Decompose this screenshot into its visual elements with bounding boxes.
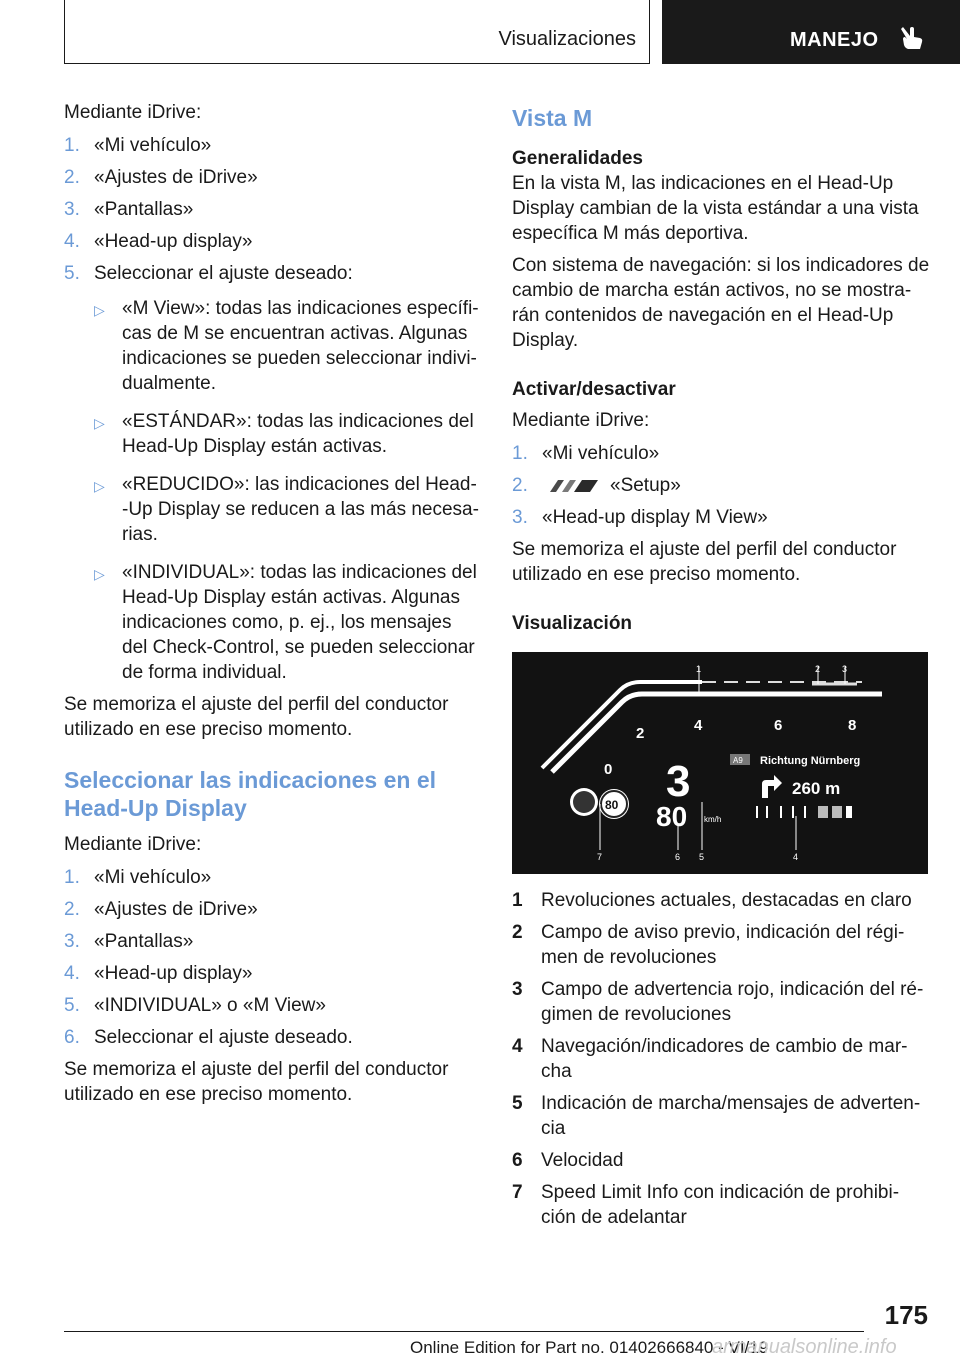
turn-right-arrow-icon [762, 775, 782, 798]
watermark: armanualsonline.info [712, 1336, 897, 1358]
right-column [512, 100, 930, 1237]
section-title: Visualizaciones [498, 28, 636, 50]
note-text: Se memoriza el ajuste del perfil del conductor utilizado en ese preciso momento. [512, 539, 897, 585]
option-item: ▷ «M View»: todas las indicaciones específi‐ cas de M se encuentran activas. Algunas indicaciones se pueden seleccionar indivi‐ dualmente. [94, 298, 479, 394]
note-text: Se memoriza el ajuste del perfil del conductor utilizado en ese preciso momento. [64, 694, 449, 740]
list-item: 5. «INDIVIDUAL» o «M View» [64, 995, 326, 1016]
lane-guidance [756, 806, 852, 818]
legend-item: 6 Velocidad [512, 1150, 624, 1171]
legend-item: 1 Revoluciones actuales, destacadas en claro [512, 890, 912, 911]
callout-label: 7 [597, 852, 603, 862]
figure-legend [512, 888, 930, 1230]
rpm-label: 2 [636, 725, 645, 742]
list-item: 3. «Pantallas» [64, 199, 194, 220]
chapter-label: MANEJO [790, 29, 879, 51]
list-item: 2. «Ajustes de iDrive» [64, 899, 258, 920]
legend-item: 2 Campo de aviso previo, indicación del régi‐ men de revoluciones [512, 922, 905, 968]
subheading: Generalidades [512, 148, 643, 169]
callout-label: 3 [842, 664, 848, 674]
callout-label: 4 [793, 852, 799, 862]
hud-m-view-figure [512, 652, 928, 874]
speed-limit-value: 80 [605, 798, 619, 812]
list-item: 1. «Mi vehículo» [64, 135, 212, 156]
list-item: 4. «Head-up display» [64, 963, 253, 984]
steps-list [64, 133, 482, 685]
hud-illustration [512, 652, 928, 874]
footer-divider [64, 1331, 864, 1332]
intro-text: Mediante iDrive: [64, 102, 202, 123]
m-logo-icon [546, 479, 600, 493]
steps-list [64, 865, 482, 1050]
rpm-label: 6 [774, 717, 783, 734]
callout-label: 6 [675, 852, 681, 862]
triangle-bullet-icon: ▷ [94, 478, 105, 494]
nav-direction: Richtung Nürnberg [760, 755, 861, 767]
rpm-label: 8 [848, 717, 857, 734]
option-item: ▷ «REDUCIDO»: las indicaciones del Head- -Up Display se reducen a las más necesa‐ rias. [94, 474, 479, 545]
options-list [64, 296, 482, 685]
speed-value: 80 [656, 801, 688, 832]
pointing-hand-icon [898, 24, 926, 52]
list-item: 1. «Mi vehículo» [512, 443, 660, 464]
rpm-label: 4 [694, 717, 703, 734]
list-item: 1. «Mi vehículo» [64, 867, 212, 888]
option-item: ▷ «INDIVIDUAL»: todas las indicaciones del Head-Up Display están activas. Algunas indicaciones como, p. ej., los mensajes del Check-Control, se pueden seleccionar de forma individual. [94, 562, 477, 683]
list-item: 6. Seleccionar el ajuste deseado. [64, 1027, 353, 1048]
triangle-bullet-icon: ▷ [94, 415, 105, 431]
list-item: 3. «Pantallas» [64, 931, 194, 952]
rpm-label: 0 [604, 761, 613, 778]
note-text: Se memoriza el ajuste del perfil del conductor utilizado en ese preciso momento. [64, 1059, 449, 1105]
paragraph: Con sistema de navegación: si los indicadores de cambio de marcha están activos, no se mostra‐ rán contenidos de navegación en el Head-Up Display. [512, 255, 930, 351]
legend-item: 4 Navegación/indicadores de cambio de mar‐ cha [512, 1036, 908, 1082]
nav-distance: 260 m [792, 779, 841, 798]
subheading: Visualización [512, 613, 633, 634]
road-sign: A9 [733, 756, 743, 765]
section-heading: Vista M [512, 105, 593, 131]
chapter-tab [662, 0, 960, 64]
triangle-bullet-icon: ▷ [94, 302, 105, 318]
paragraph: En la vista M, las indicaciones en el Head-Up Display cambian de la vista estándar a una vista específica M más deportiva. [512, 173, 919, 244]
legend-item: 7 Speed Limit Info con indicación de prohibi‐ ción de adelantar [512, 1182, 900, 1228]
left-column [64, 100, 482, 1114]
intro-text: Mediante iDrive: [64, 834, 202, 855]
callout-label: 5 [699, 852, 705, 862]
intro-text: Mediante iDrive: [512, 410, 650, 431]
page-number: 175 [884, 1300, 928, 1330]
steps-list [512, 441, 930, 530]
edition-text: Online Edition for Part no. 01402666840 - VI/19 [410, 1338, 769, 1357]
legend-item: 3 Campo de advertencia rojo, indicación del ré‐ gimen de revoluciones [512, 979, 924, 1025]
list-item: 2. «Setup» [512, 475, 681, 496]
triangle-bullet-icon: ▷ [94, 566, 105, 582]
section-heading: Seleccionar las indicaciones en el Head-Up Display [64, 767, 437, 821]
speed-unit: km/h [704, 815, 722, 824]
callout-label: 2 [815, 664, 821, 674]
gear-indicator: 3 [666, 757, 691, 806]
option-item: ▷ «ESTÁNDAR»: todas las indicaciones del Head-Up Display están activas. [94, 411, 474, 457]
list-item: 2. «Ajustes de iDrive» [64, 167, 258, 188]
list-item: 3. «Head-up display M View» [512, 507, 768, 528]
page-header [0, 0, 960, 66]
callout-label: 1 [696, 664, 702, 674]
subheading: Activar/desactivar [512, 379, 676, 400]
list-item: 5. Seleccionar el ajuste deseado: ▷ «M View»: todas las indicaciones específi‐ cas de M se encuentran activas. Algunas indicaciones se pueden seleccionar indivi‐ dualmente. ▷ «ESTÁNDAR»: todas las indicaciones del Head-Up Display están activas. ▷ «REDUCIDO»: las indicaciones del Head- -Up Display se reducen a las más necesa‐ rias. ▷ «INDIVIDUAL»: todas las indicaciones del Head-Up Display están activas. Algunas indicaciones como, p. ej., los mensajes del Check-Control, se pueden seleccionar de forma individual. [64, 261, 482, 685]
list-item: 4. «Head-up display» [64, 231, 253, 252]
legend-item: 5 Indicación de marcha/mensajes de adverten‐ cia [512, 1093, 921, 1139]
